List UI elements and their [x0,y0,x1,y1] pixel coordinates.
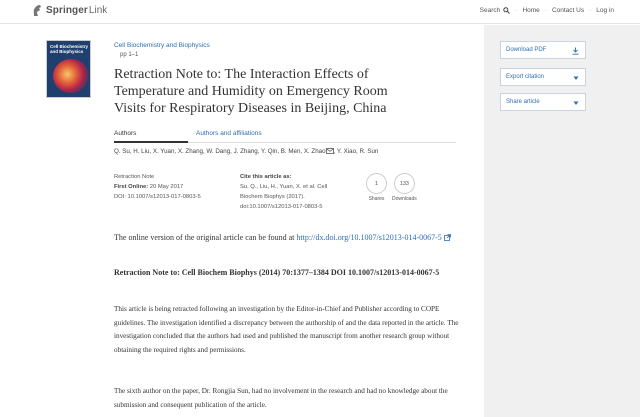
original-article-text: The online version of the original article can be found at [114,233,297,242]
export-citation-button[interactable] [500,68,586,86]
top-header [0,0,640,24]
chevron-down-icon [573,101,579,106]
chevron-down-icon [573,76,579,81]
retraction-heading: Retraction Note to: Cell Biochem Biophys (2014) 70:1377–1384 DOI 10.1007/s12013-014-0067-5 [114,268,440,277]
first-online-date: 20 May 2017 [149,184,184,190]
nav-log-in[interactable]: Log in [596,7,614,14]
nav-separator: · [544,7,547,14]
download-icon [572,47,579,55]
author-list [114,148,379,155]
journal-link[interactable]: Cell Biochemistry and Biophysics [114,42,210,49]
author-names[interactable]: Q. Su, H. Liu, X. Yuan, X. Zhang, W. Dang, J. Zhang, Y. Qin, B. Men, X. Zhao [114,148,326,155]
shares-metric[interactable] [366,173,387,202]
page-range: pp 1–1 [120,52,139,58]
shares-count: 1 [366,173,387,194]
download-pdf-label: Download PDF [506,47,547,53]
journal-cover[interactable] [46,40,91,98]
top-nav [480,7,614,14]
share-article-button[interactable] [500,93,586,111]
springer-horse-icon [32,4,43,17]
email-icon[interactable] [326,148,334,154]
downloads-count: 133 [394,173,415,194]
author-names-tail[interactable]: , Y. Xiao, R. Sun [333,148,379,155]
nav-separator: · [589,7,592,14]
cite-this-article [240,172,350,212]
retraction-paragraph-1: This article is being retracted following an investigation by the Editor-in-Chief and Publisher according to COPE guidelines. The investigation identified a discrepancy between the authorship of and the data reported in the article. The investigation concluded that the authors had used and published the manuscript from another research group without obtaining the required rights and permissions. [114,305,459,354]
article-title: Retraction Note to: The Interaction Effects of Temperature and Humidity on Emergency Room Visits for Respiratory Diseases in Beijing, China [114,67,388,116]
tab-authors-and-affiliations[interactable]: Authors and affiliations [196,130,262,137]
cover-title: Cell Biochemistry and Biophysics [50,44,89,54]
logo-text-link: Link [88,5,108,16]
shares-label: Shares [368,196,385,202]
share-article-label: Share article [506,99,540,105]
tab-authors[interactable]: Authors [114,130,188,143]
download-pdf-button[interactable] [500,41,586,59]
article-meta [114,172,201,202]
downloads-metric[interactable] [392,173,417,202]
search-icon [503,7,510,14]
external-link-icon [444,234,451,241]
nav-contact-us[interactable]: Contact Us [551,7,585,14]
article-type: Retraction Note [114,174,155,180]
cite-label: Cite this article as: [240,174,292,180]
springerlink-logo[interactable] [32,4,107,17]
cite-text: Su, Q., Liu, H., Yuan, X. et al. Cell Biochem Biophys (2017). doi:10.1007/s12013-017-0803-5 [240,184,328,210]
author-tabs [114,130,456,143]
cover-image-art [53,59,89,93]
first-online [114,182,201,192]
retraction-paragraph-2: The sixth author on the paper, Dr. Rongjia Sun, had no involvement in the research and had no knowledge about the submission and consequent publication of the article. [114,387,448,409]
article-doi[interactable]: DOI: 10.1007/s12013-017-0803-5 [114,194,201,200]
nav-separator: · [515,7,518,14]
logo-text-springer: Springer [46,5,88,16]
right-sidebar [484,25,640,417]
nav-home[interactable]: Home [522,7,540,14]
original-article-paragraph [114,231,459,244]
first-online-label: First Online: [114,184,149,190]
nav-search[interactable] [480,7,511,14]
nav-search-label: Search [479,7,501,14]
downloads-label: Downloads [392,196,417,202]
original-article-link[interactable]: http://dx.doi.org/10.1007/s12013-014-0067-5 [296,233,442,242]
export-citation-label: Export citation [506,74,545,80]
